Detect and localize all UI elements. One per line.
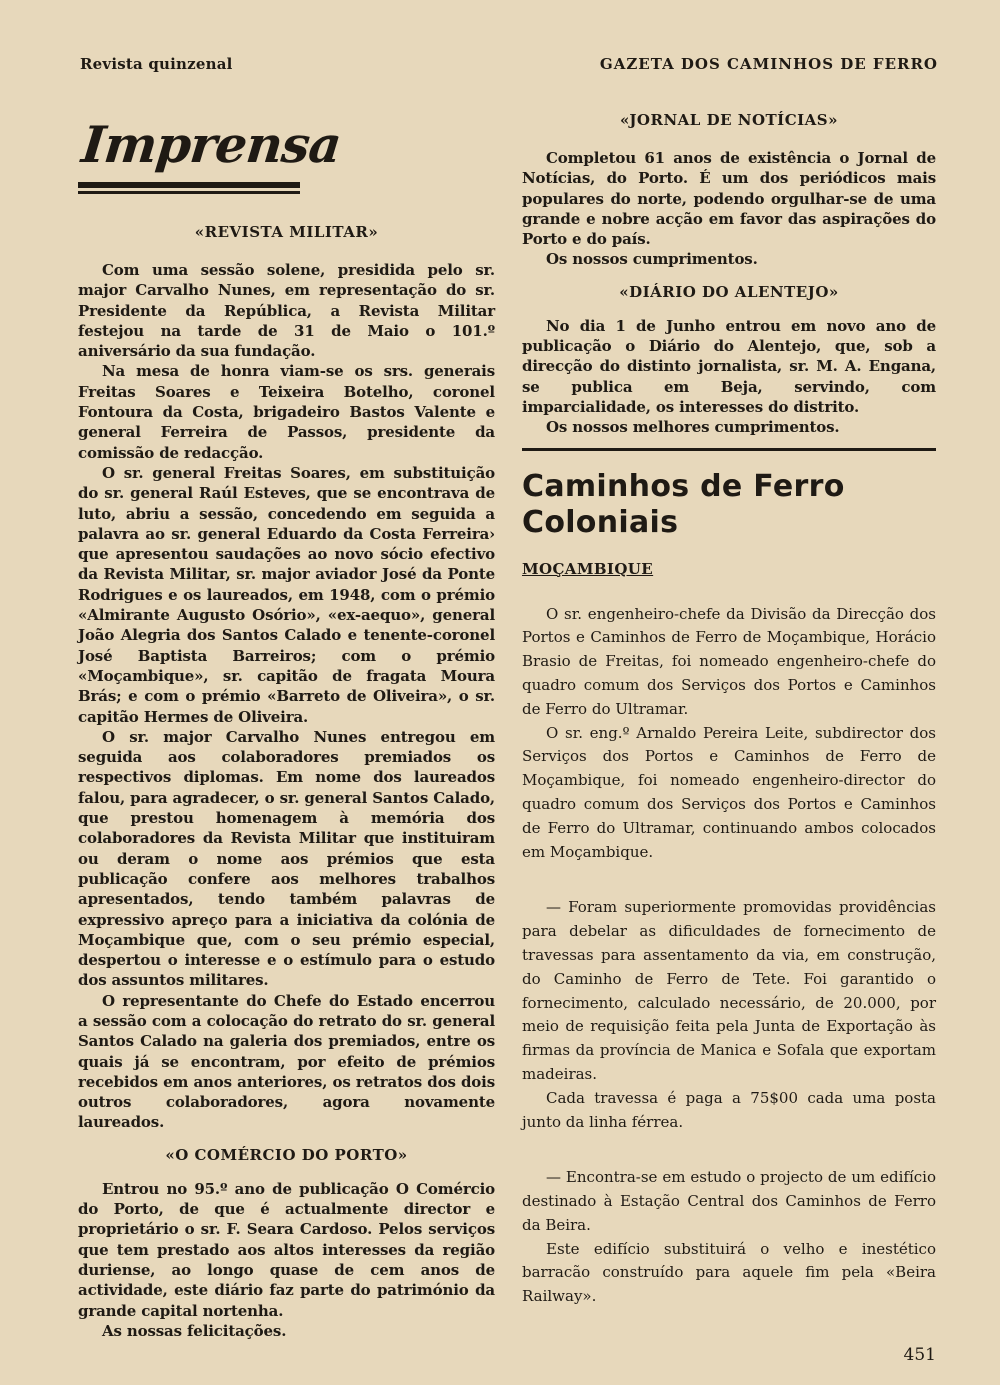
title-rule-thick <box>78 182 300 188</box>
article-paragraph: No dia 1 de Junho entrou em novo ano de publicação o Diário do Alentejo, que, sob a direcção do distinto jornalista, sr. M. A. Engana, se publica em Beja, servindo, com imparcialidade, os interesses do distrito. <box>522 316 936 416</box>
article-paragraph: Os nossos cumprimentos. <box>546 250 758 269</box>
article-paragraph: — Foram superiormente promovidas providências para debelar as dificuldades de fornecimento de travessas para assentamento da via, em construção, do Caminho de Ferro de Tete. Foi garantido o fornecimento, calculado necessário, de 20.000, por meio de requisição feita pela Junta de Exportação às firmas da província de Manica e Sofala que exportam madeiras. <box>522 898 936 1083</box>
article-paragraph: Na mesa de honra viam-se os srs. generais Freitas Soares e Teixeira Botelho, coronel Fontoura da Costa, brigadeiro Bastos Valente e general Ferreira de Passos, presidente da comissão de redacção. <box>78 362 495 462</box>
page-number: 451 <box>903 1345 936 1365</box>
article-paragraph: O sr. major Carvalho Nunes entregou em seguida aos colaboradores premiados os respectivos diplomas. Em nome dos laureados falou, para agradecer, o sr. general Santos Calado, que prestou homenagem à memória dos colaboradores da Revista Militar que instituiram ou deram o nome aos prémios que esta publicação confere aos melhores trabalhos apresentados, tendo também palavras de expressivo apreço para a iniciativa da colónia de Moçambique que, com o seu prémio especial, despertou o interesse e o estímulo para o estudo dos assuntos militares. <box>78 727 495 990</box>
jornal-noticias-heading: «JORNAL DE NOTÍCIAS» <box>619 111 838 129</box>
article-paragraph: Completou 61 anos de existência o Jornal de Notícias, do Porto. É um dos periódicos mais populares do norte, podendo orgulhar-se de uma grande e nobre acção em favor das aspirações do Porto e do país. <box>522 149 936 249</box>
article-paragraph: O sr. engenheiro-chefe da Divisão da Direcção dos Portos e Caminhos de Ferro de Moçambique, Horácio Brasio de Freitas, foi nomeado engenheiro-chefe do quadro comum dos Serviços dos Portos e Caminhos de Ferro do Ultramar. <box>522 604 936 718</box>
section-title: Imprensa <box>78 115 344 174</box>
left-column <box>78 110 495 1341</box>
article-paragraph: O sr. eng.º Arnaldo Pereira Leite, subdirector dos Serviços dos Portos e Caminhos de Ferro de Moçambique, foi nomeado engenheiro-director do quadro comum dos Serviços dos Portos e Caminhos de Ferro do Ultramar, continuando ambos colocados em Moçambique. <box>522 723 936 861</box>
article-paragraph: — Encontra-se em estudo o projecto de um edifício destinado à Estação Central dos Caminhos de Ferro da Beira. <box>522 1168 936 1234</box>
diario-alentejo-heading: «DIÁRIO DO ALENTEJO» <box>619 282 839 301</box>
header-left: Revista quinzenal <box>80 55 233 73</box>
colonial-section-title: Caminhos de Ferro Coloniais <box>522 468 845 540</box>
article-paragraph: As nossas felicitações. <box>102 1321 287 1340</box>
right-column <box>522 110 936 1309</box>
article-paragraph: Os nossos melhores cumprimentos. <box>546 418 840 437</box>
article-paragraph: Entrou no 95.º ano de publicação O Comércio do Porto, de que é actualmente director e proprietário o sr. F. Seara Cardoso. Pelos serviços que tem prestado aos altos interesses da região duriense, ao longo quase de cem anos de actividade, este diário faz parte do património da grande capital nortenha. <box>78 1179 495 1320</box>
article-paragraph: O sr. general Freitas Soares, em substituição do sr. general Raúl Esteves, que se encontrava de luto, abriu a sessão, concedendo em seguida a palavra ao sr. general Eduardo da Costa Ferreira› que apresentou saudações ao novo sócio efectivo da Revista Militar, sr. major aviador José da Ponte Rodrigues e os laureados, em 1948, com o prémio «Almirante Augusto Osório», «ex-aequo», general João Alegria dos Santos Calado e tenente-coronel José Baptista Barreiros; com o prémio «Moçambique», sr. capitão de fragata Moura Brás; e com o prémio «Barreto de Oliveira», o sr. capitão Hermes de Oliveira. <box>78 463 495 726</box>
article-paragraph: Cada travessa é paga a 75$00 cada uma posta junto da linha férrea. <box>522 1088 936 1131</box>
article-paragraph: O representante do Chefe do Estado encerrou a sessão com a colocação do retrato do sr. general Santos Calado na galeria dos premiados, entre os quais já se encontram, por efeito de prémios recebidos em anos anteriores, os retratos dos dois outros colaboradores, agora novamente laureados. <box>78 991 495 1132</box>
comercio-porto-heading: «O COMÉRCIO DO PORTO» <box>165 1145 408 1164</box>
header-right: GAZETA DOS CAMINHOS DE FERRO <box>599 55 938 73</box>
mocambique-subheading: MOÇAMBIQUE <box>522 559 654 578</box>
article-paragraph: Com uma sessão solene, presidida pelo sr. major Carvalho Nunes, em representação do sr. Presidente da República, a Revista Militar festejou na tarde de 31 de Maio o 101.º aniversário da sua fundação. <box>78 261 495 361</box>
article-paragraph: Este edifício substituirá o velho e inestético barracão construído para aquele fim pela «Beira Railway». <box>522 1239 936 1306</box>
revista-militar-heading: «REVISTA MILITAR» <box>194 223 379 241</box>
